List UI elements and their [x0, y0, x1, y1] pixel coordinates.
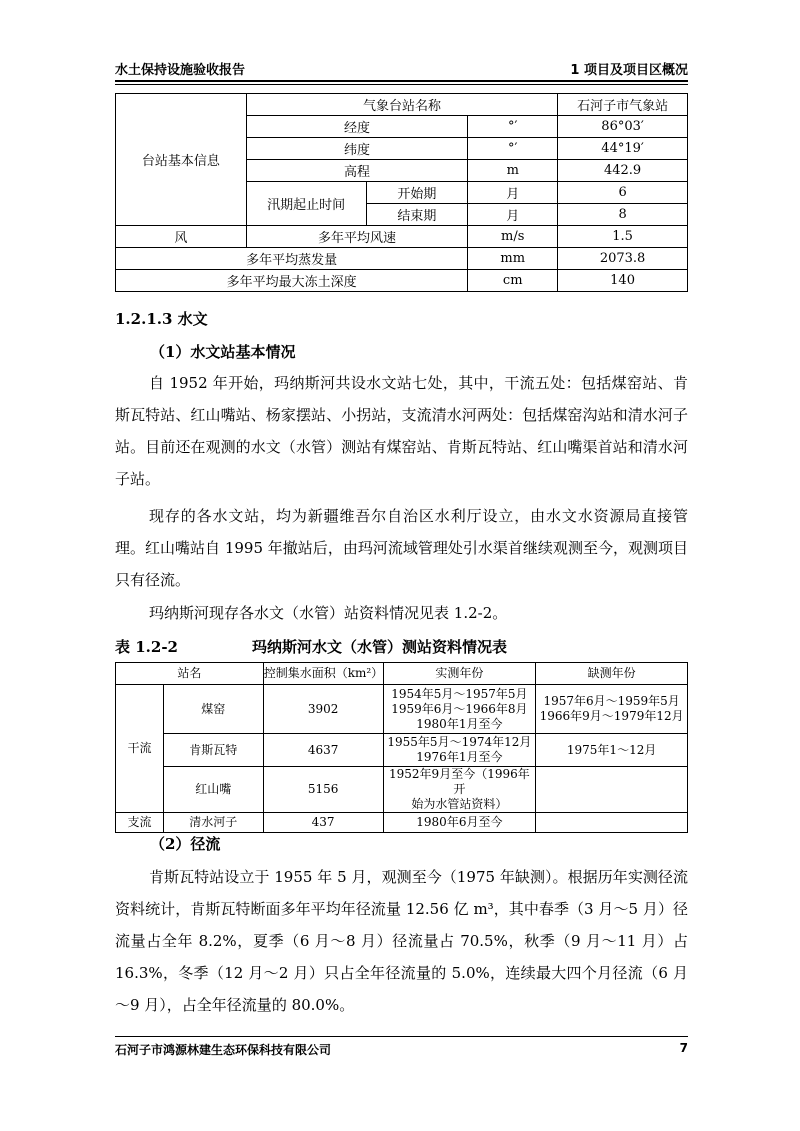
header-rule: [115, 80, 688, 82]
table-row: [116, 767, 688, 813]
missing-years: 1975年1～12月: [536, 734, 688, 767]
catchment-area: 437: [263, 813, 383, 833]
group-branch-stream: 支流: [116, 813, 164, 833]
missing-years: 1957年6月～1959年5月 1966年9月～1979年12月: [536, 685, 688, 734]
latitude-unit: °′: [468, 138, 558, 160]
station-name-value: 石河子市气象站: [558, 94, 688, 116]
catchment-area: 3902: [263, 685, 383, 734]
station-name-label: 气象台站名称: [246, 94, 557, 116]
paragraph: 现存的各水文站，均为新疆维吾尔自治区水利厅设立，由水文水资源局直接管理。红山嘴站自 1995 年撤站后，由玛河流域管理处引水渠首继续观测至今，观测项目只有径流。: [115, 507, 688, 589]
page-header: [115, 57, 688, 77]
subsection-title: （1）水文站基本情况: [150, 343, 296, 361]
wind-speed-label: 多年平均风速: [246, 226, 468, 248]
section-title: 1.2.1.3 水文: [115, 310, 208, 328]
header-rule-thin: [115, 84, 688, 85]
header-observed: 实测年份: [383, 663, 536, 685]
latitude-value: 44°19′: [558, 138, 688, 160]
hydrological-station-table: [115, 662, 688, 833]
table-row: [116, 226, 688, 248]
longitude-value: 86°03′: [558, 116, 688, 138]
station-name: 清水河子: [163, 813, 263, 833]
observed-years: 1954年5月～1957年5月 1959年6月～1966年8月 1980年1月至今: [383, 685, 536, 734]
flood-start-label: 开始期: [366, 182, 468, 204]
table-row: [116, 813, 688, 833]
elevation-label: 高程: [246, 160, 468, 182]
wind-label: 风: [116, 226, 247, 248]
elevation-value: 442.9: [558, 160, 688, 182]
frost-depth-value: 140: [558, 270, 688, 292]
page-footer: [115, 1041, 688, 1061]
header-report-title: 水土保持设施验收报告: [115, 63, 246, 78]
station-info-label: 台站基本信息: [116, 94, 247, 226]
flood-period-label: 汛期起止时间: [246, 182, 366, 226]
wind-value: 1.5: [558, 226, 688, 248]
header-station: 站名: [116, 663, 264, 685]
flood-start-unit: 月: [468, 182, 558, 204]
subsection-title: （2）径流: [150, 835, 221, 853]
table-header-row: [116, 663, 688, 685]
header-missing: 缺测年份: [536, 663, 688, 685]
longitude-label: 经度: [246, 116, 468, 138]
evaporation-label: 多年平均蒸发量: [116, 248, 468, 270]
paragraph: 肯斯瓦特站设立于 1955 年 5 月，观测至今（1975 年缺测）。根据历年实测径流资料统计，肯斯瓦特断面多年平均年径流量 12.56 亿 m³，其中春季（3 月～5 月）径流量占全年 8.2%，夏季（6 月～8 月）径流量占 70.5%，秋季（9 月～11 月）占 16.3%，冬季（12 月～2 月）只占全年径流量的 5.0%，连续最大四个月径流（6 月～9 月），占全年径流量的 80.0%。: [115, 868, 688, 1014]
table-row: [116, 248, 688, 270]
observed-years: 1952年9月至今（1996年开 始为水管站资料）: [383, 767, 536, 813]
table-row: [116, 94, 688, 116]
flood-start-value: 6: [558, 182, 688, 204]
observed-years: 1955年5月～1974年12月 1976年1月至今: [383, 734, 536, 767]
meteorological-station-table: [115, 93, 688, 292]
wind-unit: m/s: [468, 226, 558, 248]
station-name: 煤窑: [163, 685, 263, 734]
frost-depth-label: 多年平均最大冻土深度: [116, 270, 468, 292]
header-chapter-title: 1 项目及项目区概况: [570, 63, 688, 78]
station-name: 肯斯瓦特: [163, 734, 263, 767]
elevation-unit: m: [468, 160, 558, 182]
table-row: [116, 685, 688, 734]
table-number: 表 1.2-2: [115, 638, 178, 656]
footer-rule: [115, 1036, 688, 1037]
footer-company: 石河子市鸿源林建生态环保科技有限公司: [115, 1043, 332, 1057]
observed-years: 1980年6月至今: [383, 813, 536, 833]
paragraph: 玛纳斯河现存各水文（水管）站资料情况见表 1.2-2。: [149, 604, 508, 622]
latitude-label: 纬度: [246, 138, 468, 160]
station-name: 红山嘴: [163, 767, 263, 813]
page-number: 7: [679, 1041, 688, 1055]
missing-years: [536, 813, 688, 833]
evaporation-unit: mm: [468, 248, 558, 270]
table-title: 玛纳斯河水文（水管）测站资料情况表: [252, 638, 508, 656]
header-area: 控制集水面积（km²）: [263, 663, 383, 685]
longitude-unit: °′: [468, 116, 558, 138]
evaporation-value: 2073.8: [558, 248, 688, 270]
catchment-area: 5156: [263, 767, 383, 813]
flood-end-value: 8: [558, 204, 688, 226]
catchment-area: 4637: [263, 734, 383, 767]
frost-depth-unit: cm: [468, 270, 558, 292]
flood-end-unit: 月: [468, 204, 558, 226]
group-main-stream: 干流: [116, 685, 164, 813]
table-row: [116, 734, 688, 767]
table-row: [116, 270, 688, 292]
missing-years: [536, 767, 688, 813]
paragraph: 自 1952 年开始，玛纳斯河共设水文站七处，其中，干流五处：包括煤窑站、肯斯瓦特站、红山嘴站、杨家摆站、小拐站，支流清水河两处：包括煤窑沟站和清水河子站。目前还在观测的水文（水管）测站有煤窑站、肯斯瓦特站、红山嘴渠首站和清水河子站。: [115, 374, 688, 488]
flood-end-label: 结束期: [366, 204, 468, 226]
